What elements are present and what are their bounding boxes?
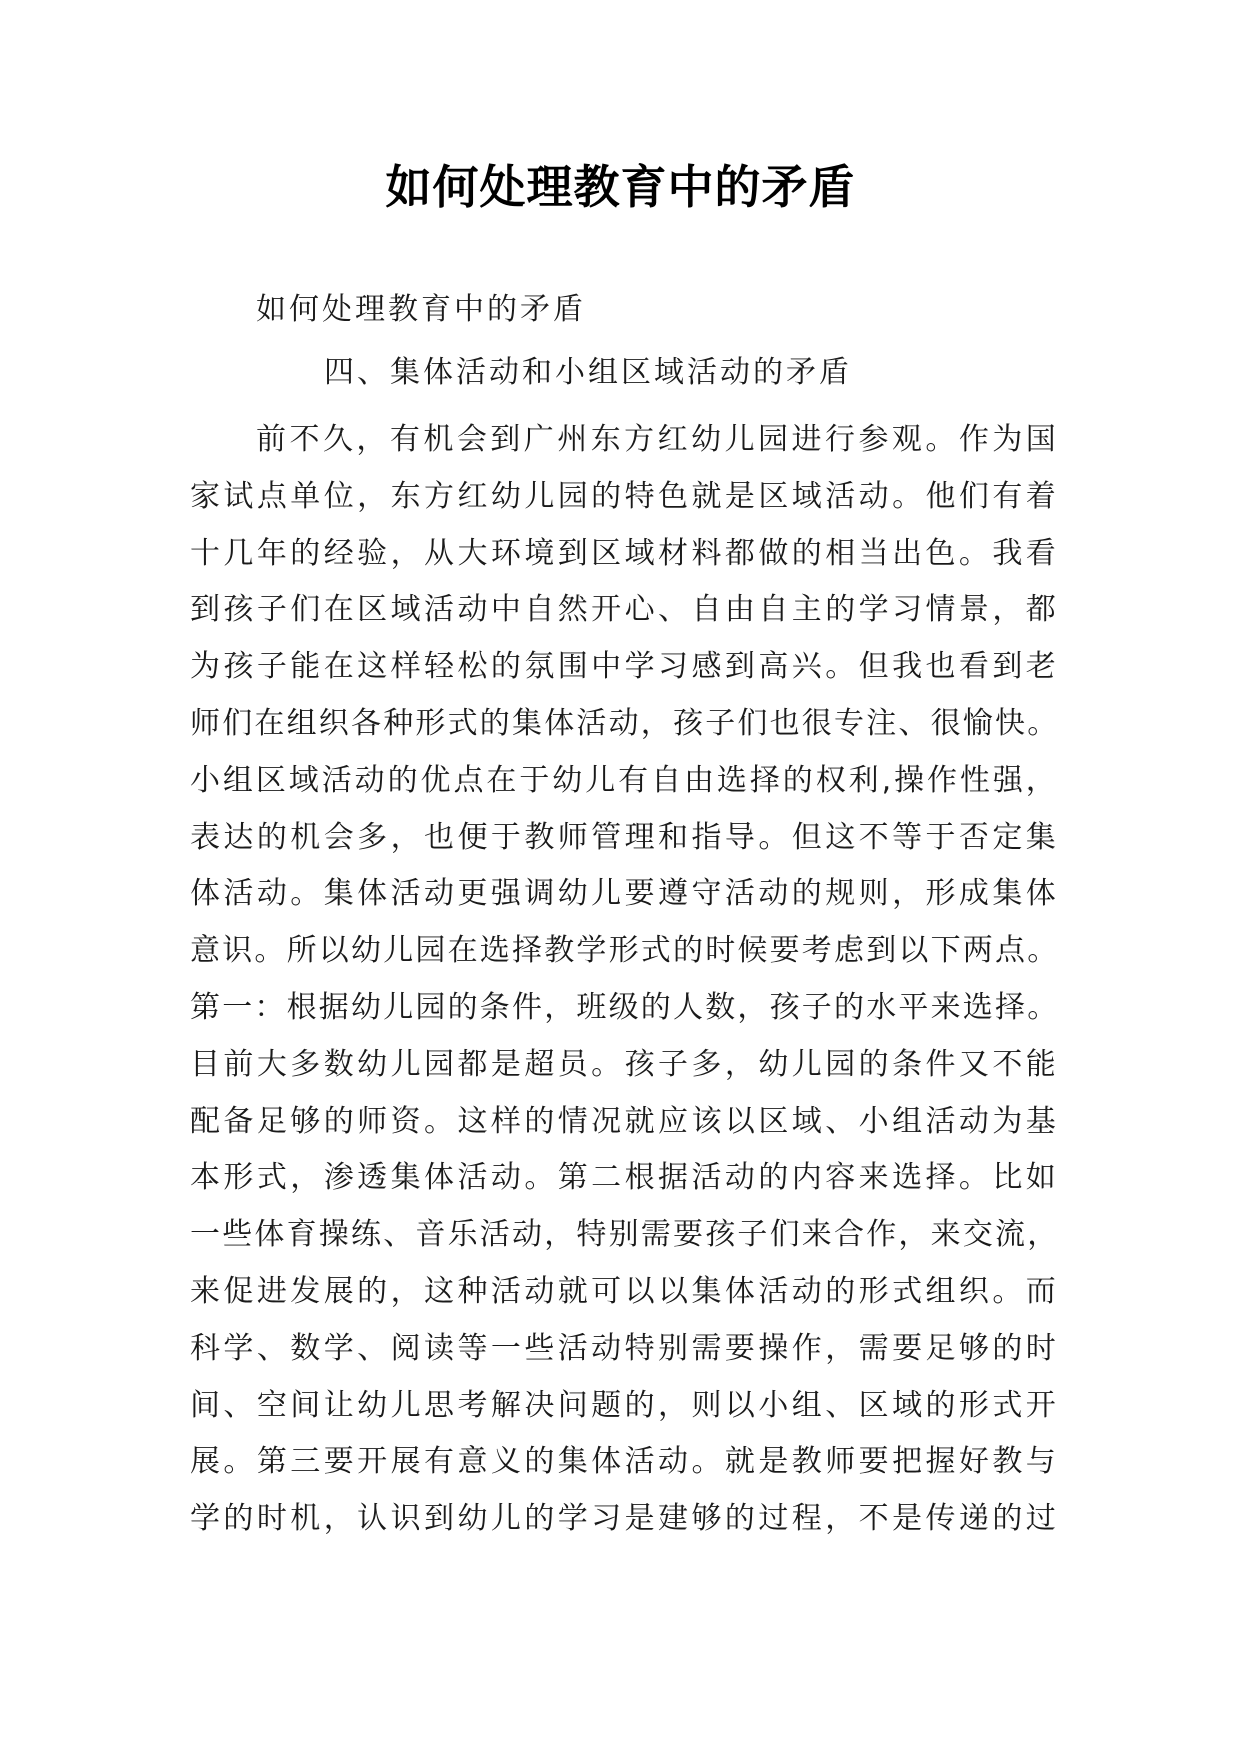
section-heading: 四、集体活动和小组区域活动的矛盾 (324, 355, 852, 390)
body-line: 十几年的经验，从大环境到区域材料都做的相当出色。我看 (190, 535, 1058, 571)
body-line: 师们在组织各种形式的集体活动，孩子们也很专注、很愉快。 (190, 705, 1060, 741)
body-line: 为孩子能在这样轻松的氛围中学习感到高兴。但我也看到老 (190, 649, 1058, 685)
body-line: 目前大多数幼儿园都是超员。孩子多，幼儿园的条件又不能 (190, 1046, 1058, 1082)
body-line: 本形式，渗透集体活动。第二根据活动的内容来选择。比如 (190, 1160, 1058, 1196)
document-title: 如何处理教育中的矛盾 (385, 160, 856, 214)
body-line: 来促进发展的，这种活动就可以以集体活动的形式组织。而 (190, 1273, 1058, 1309)
body-line: 前不久，有机会到广州东方红幼儿园进行参观。作为国 (256, 422, 1058, 457)
body-paragraph (190, 412, 1058, 1548)
body-line: 第一：根据幼儿园的条件，班级的人数，孩子的水平来选择。 (190, 989, 1060, 1025)
body-line: 科学、数学、阅读等一些活动特别需要操作，需要足够的时 (190, 1330, 1058, 1366)
body-line: 家试点单位，东方红幼儿园的特色就是区域活动。他们有着 (190, 478, 1058, 514)
body-line: 学的时机，认识到幼儿的学习是建够的过程，不是传递的过 (190, 1501, 1058, 1537)
body-line: 意识。所以幼儿园在选择教学形式的时候要考虑到以下两点。 (190, 933, 1060, 969)
body-line: 配备足够的师资。这样的情况就应该以区域、小组活动为基 (190, 1103, 1058, 1139)
body-line: 小组区域活动的优点在于幼儿有自由选择的权利,操作性强， (190, 762, 1058, 798)
body-line: 一些体育操练、音乐活动，特别需要孩子们来合作，来交流， (190, 1217, 1060, 1253)
body-line: 体活动。集体活动更强调幼儿要遵守活动的规则，形成集体 (190, 876, 1058, 912)
document-subtitle: 如何处理教育中的矛盾 (256, 292, 586, 327)
body-line: 间、空间让幼儿思考解决问题的，则以小组、区域的形式开 (190, 1387, 1058, 1423)
body-line: 展。第三要开展有意义的集体活动。就是教师要把握好教与 (190, 1444, 1058, 1480)
body-line: 到孩子们在区域活动中自然开心、自由自主的学习情景，都 (190, 592, 1058, 628)
body-line: 表达的机会多，也便于教师管理和指导。但这不等于否定集 (190, 819, 1058, 855)
